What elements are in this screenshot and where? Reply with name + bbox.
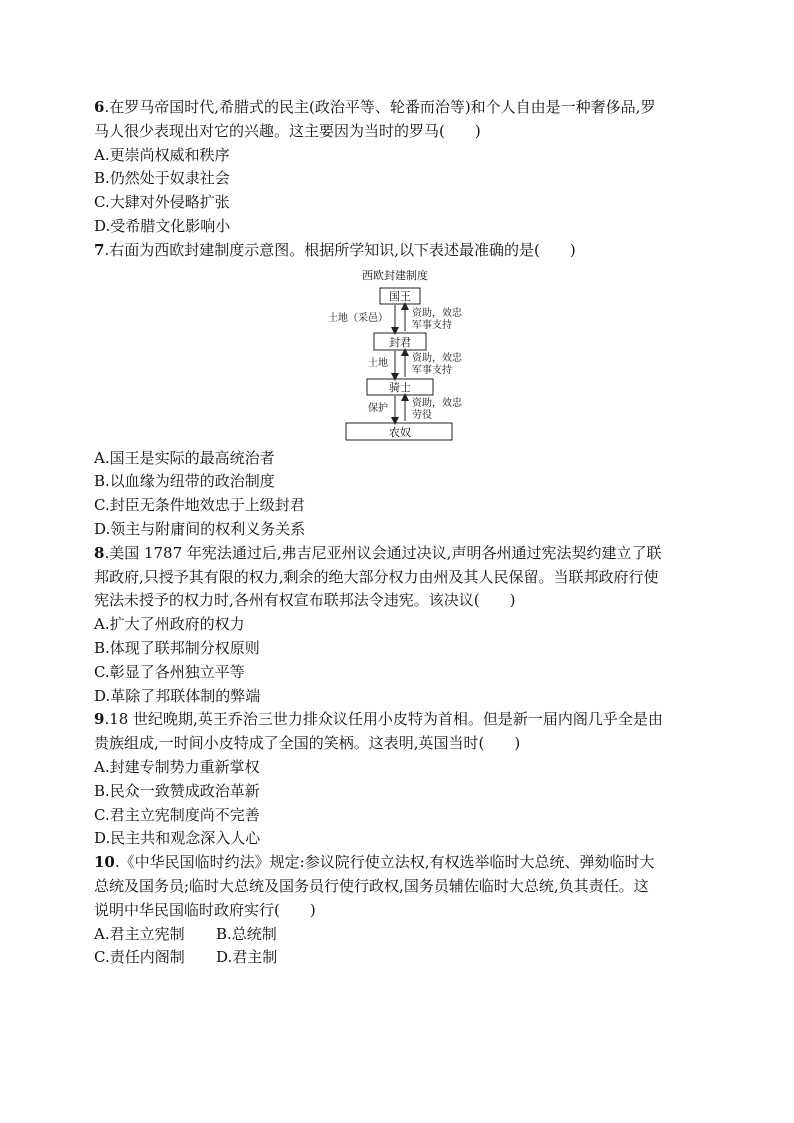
label-support-1a: 资助，效忠	[412, 307, 462, 319]
label-support-2a: 资助，效忠	[412, 352, 462, 364]
question-8	[94, 542, 694, 709]
question-number: 9	[94, 710, 105, 729]
option-c[interactable]: C.君主立宪制度尚不完善	[94, 805, 260, 824]
box-serf-label: 农奴	[389, 425, 411, 439]
question-number: 6	[94, 98, 105, 116]
question-stem-line: 总统及国务员;临时大总统及国务员行使行政权,国务员辅佐临时大总统,负其责任。这	[94, 876, 649, 895]
question-10	[94, 851, 694, 970]
box-lord-label: 封君	[389, 335, 411, 349]
option-d[interactable]: D.受希腊文化影响小	[94, 216, 231, 235]
question-number: 8	[94, 543, 105, 562]
question-number: 10	[94, 853, 115, 872]
label-support-3b: 劳役	[412, 409, 432, 421]
option-b[interactable]: B.仍然处于奴隶社会	[94, 169, 230, 188]
question-stem-line: 马人很少表现出对它的兴趣。这主要因为当时的罗马( )	[94, 121, 481, 140]
question-stem-line: 贵族组成,一时间小皮特成了全国的笑柄。这表明,英国当时( )	[94, 734, 521, 753]
question-stem-line: 7.右面为西欧封建制度示意图。根据所学知识,以下表述最准确的是( )	[94, 240, 576, 259]
diagram-title: 西欧封建制度	[362, 268, 428, 282]
option-a[interactable]: A.国王是实际的最高统治者	[94, 448, 275, 467]
question-stem-line: 说明中华民国临时政府实行( )	[94, 900, 316, 919]
question-stem-line: 6.在罗马帝国时代,希腊式的民主(政治平等、轮番而治等)和个人自由是一种奢侈品,罗	[94, 98, 656, 116]
label-support-3a: 资助，效忠	[412, 397, 462, 409]
question-7	[94, 239, 694, 542]
option-c[interactable]: C.责任内阁制	[94, 948, 185, 967]
option-a[interactable]: A.君主立宪制	[94, 924, 185, 943]
label-land-fief: 土地（采邑）	[328, 312, 388, 324]
question-6	[94, 96, 694, 239]
label-land: 土地	[368, 357, 388, 369]
option-row	[94, 923, 694, 947]
question-9	[94, 708, 694, 851]
option-d[interactable]: D.革除了邦联体制的弊端	[94, 686, 261, 705]
option-c[interactable]: C.彰显了各州独立平等	[94, 662, 245, 681]
option-d[interactable]: D.民主共和观念深入人心	[94, 829, 261, 848]
option-row	[94, 946, 694, 970]
exam-page	[94, 96, 694, 970]
question-stem-line: 10.《中华民国临时约法》规定:参议院行使立法权,有权选举临时大总统、弹劾临时大	[94, 853, 655, 872]
question-stem-line: 邦政府,只授予其有限的权力,剩余的绝大部分权力由州及其人民保留。当联邦政府行使	[94, 567, 659, 586]
label-support-1b: 军事支持	[412, 319, 452, 331]
label-support-2b: 军事支持	[412, 364, 452, 376]
box-knight-label: 骑士	[389, 380, 411, 394]
box-king-label: 国王	[389, 289, 411, 303]
option-b[interactable]: B.以血缘为纽带的政治制度	[94, 472, 275, 491]
option-c[interactable]: C.大肆对外侵略扩张	[94, 193, 230, 212]
question-stem-line: 8.美国 1787 年宪法通过后,弗吉尼亚州议会通过决议,声明各州通过宪法契约建立了联	[94, 543, 662, 562]
option-b[interactable]: B.总统制	[216, 924, 277, 943]
option-c[interactable]: C.封臣无条件地效忠于上级封君	[94, 496, 305, 515]
option-d[interactable]: D.君主制	[216, 948, 278, 967]
option-a[interactable]: A.更崇尚权威和秩序	[94, 145, 230, 164]
question-stem-line: 宪法未授予的权力时,各州有权宣布联邦法令违宪。该决议( )	[94, 591, 516, 610]
option-a[interactable]: A.扩大了州政府的权力	[94, 615, 245, 634]
diagram-svg	[94, 263, 694, 447]
option-d[interactable]: D.领主与附庸间的权利义务关系	[94, 519, 306, 538]
option-b[interactable]: B.体现了联邦制分权原则	[94, 638, 260, 657]
feudal-system-diagram	[94, 263, 694, 447]
option-b[interactable]: B.民众一致赞成政治革新	[94, 781, 260, 800]
question-stem-line: 9.18 世纪晚期,英王乔治三世力排众议任用小皮特为首相。但是新一届内阁几乎全是由	[94, 710, 663, 729]
option-a[interactable]: A.封建专制势力重新掌权	[94, 757, 260, 776]
question-number: 7	[94, 240, 105, 259]
label-protection: 保护	[368, 402, 388, 414]
